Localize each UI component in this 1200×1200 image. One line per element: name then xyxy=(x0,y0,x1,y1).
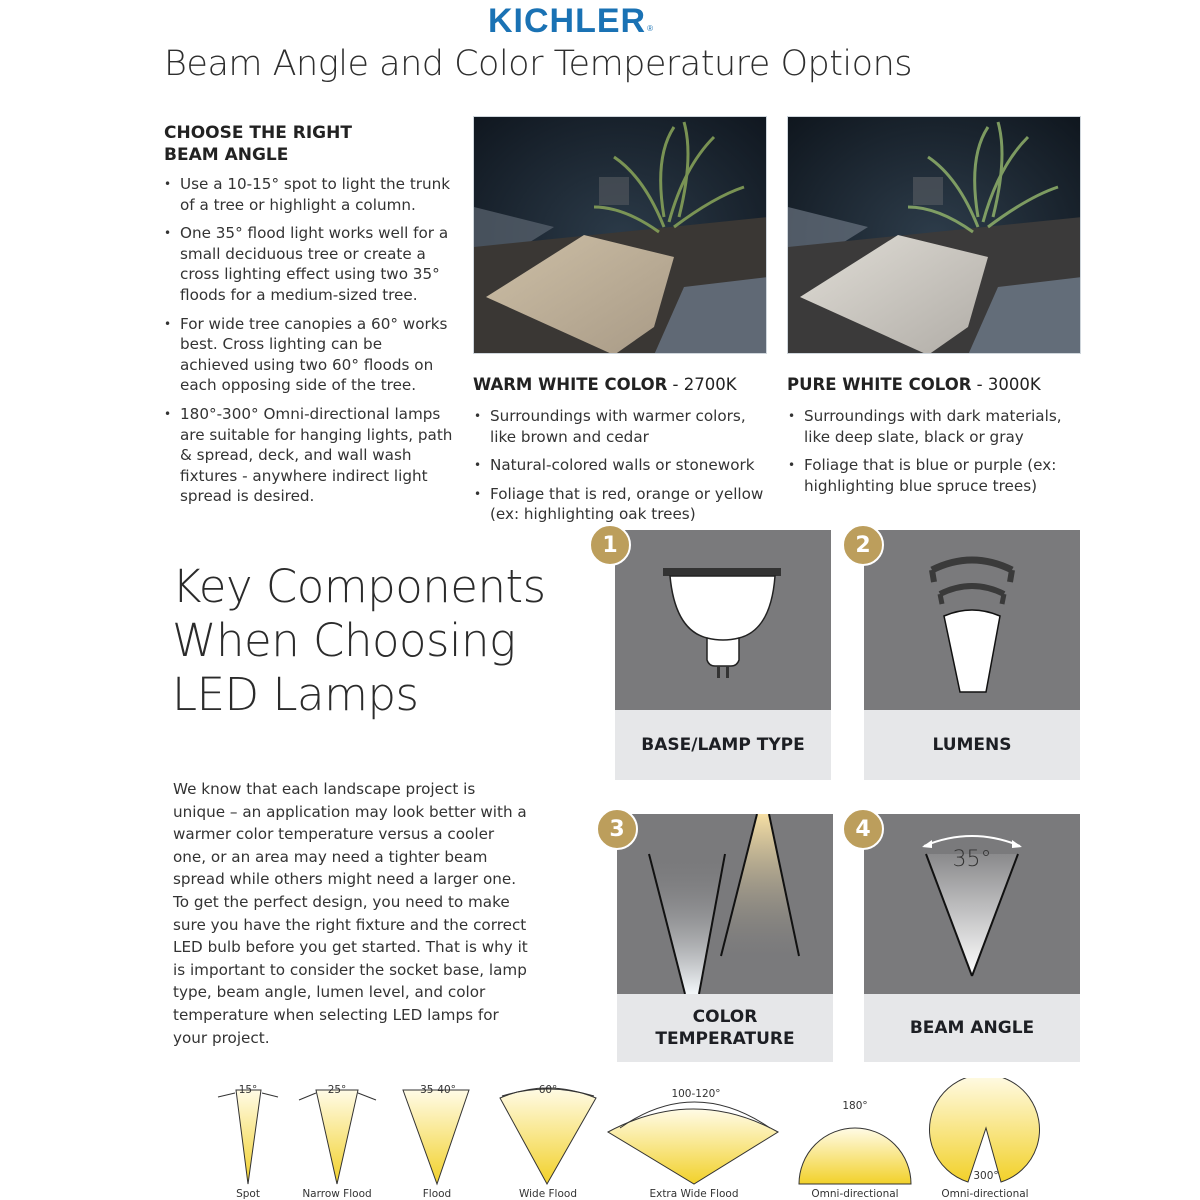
step-badge-1: 1 xyxy=(589,524,631,566)
kichler-logo: KICHLER® xyxy=(488,2,655,40)
list-item: • Surroundings with warmer colors, like brown and cedar xyxy=(474,406,774,447)
extra-wide-flood-beam-icon xyxy=(608,1102,778,1184)
omni-180-beam-icon xyxy=(799,1128,911,1184)
beam-angle-icon xyxy=(864,814,1080,994)
list-item: • 180°-300° Omni-directional lamps are suitable for hanging lights, path & spread, deck, and wall wash fixtures - anywhere indirect light spread is desired. xyxy=(164,404,454,507)
beam-angle-heading: CHOOSE THE RIGHT BEAM ANGLE xyxy=(164,123,352,165)
list-item: • Foliage that is red, orange or yellow (ex: highlighting oak trees) xyxy=(474,484,774,525)
step-badge-3: 3 xyxy=(596,808,638,850)
lumens-beam-icon xyxy=(864,530,1080,710)
card-label: BEAM ANGLE xyxy=(864,994,1080,1062)
beam-angle-value: 35° xyxy=(952,847,992,872)
step-badge-2: 2 xyxy=(842,524,884,566)
flood-beam-icon xyxy=(403,1090,469,1184)
omni-300-beam-icon xyxy=(929,1078,1039,1182)
component-card-base-lamp-type xyxy=(615,530,831,780)
pure-white-paver-photo xyxy=(787,116,1081,354)
card-label: COLOR TEMPERATURE xyxy=(617,994,833,1062)
pure-white-heading: PURE WHITE COLOR - 3000K xyxy=(787,375,1041,394)
warm-white-heading: WARM WHITE COLOR - 2700K xyxy=(473,375,737,394)
card-label: LUMENS xyxy=(864,710,1080,780)
warm-white-tips xyxy=(474,406,774,533)
page-title: Beam Angle and Color Temperature Options xyxy=(164,44,912,84)
narrow-flood-beam-icon xyxy=(299,1090,376,1184)
list-item: • One 35° flood light works well for a small deciduous tree or create a cross lighting effect using two 35° floods for a medium-sized tree. xyxy=(164,223,454,305)
list-item: • Surroundings with dark materials, like deep slate, black or gray xyxy=(788,406,1088,447)
list-item: • For wide tree canopies a 60° works best. Cross lighting can be achieved using two 60° floods on each opposing side of the tree. xyxy=(164,314,454,396)
color-temperature-icon xyxy=(617,814,833,994)
spot-beam-icon xyxy=(218,1090,278,1184)
list-item: • Use a 10-15° spot to light the trunk of a tree or highlight a column. xyxy=(164,174,454,215)
list-item: • Natural-colored walls or stonework xyxy=(474,455,774,476)
list-item: • Foliage that is blue or purple (ex: highlighting blue spruce trees) xyxy=(788,455,1088,496)
warm-white-paver-photo xyxy=(473,116,767,354)
step-badge-4: 4 xyxy=(842,808,884,850)
wide-flood-beam-icon xyxy=(500,1088,596,1184)
pure-white-tips xyxy=(788,406,1088,504)
component-card-color-temperature xyxy=(617,814,833,1062)
beam-angle-tips xyxy=(164,174,454,515)
key-components-title: Key Components When Choosing LED Lamps xyxy=(172,560,546,721)
mr16-lamp-icon xyxy=(615,530,831,710)
beam-type-diagram-strip: 15° 25° 35-40° 60° 100-120° 180° 300° Spot Narrow Flood Flood Wide Flood Extra Wide Flood Omni-directional Omni-directional xyxy=(200,1078,1060,1200)
key-components-intro: We know that each landscape project is unique – an application may look better with a warmer color temperature versus a cooler one, or an area may need a tighter beam spread while others might need a larger one. To get the perfect design, you need to make sure you have the right fixture and the correct LED bulb before you get started. That is why it is important to consider the socket base, lamp type, beam angle, lumen level, and color temperature when selecting LED lamps for your project. xyxy=(173,780,528,1047)
component-card-lumens xyxy=(864,530,1080,780)
component-card-beam-angle xyxy=(864,814,1080,1062)
card-label: BASE/LAMP TYPE xyxy=(615,710,831,780)
